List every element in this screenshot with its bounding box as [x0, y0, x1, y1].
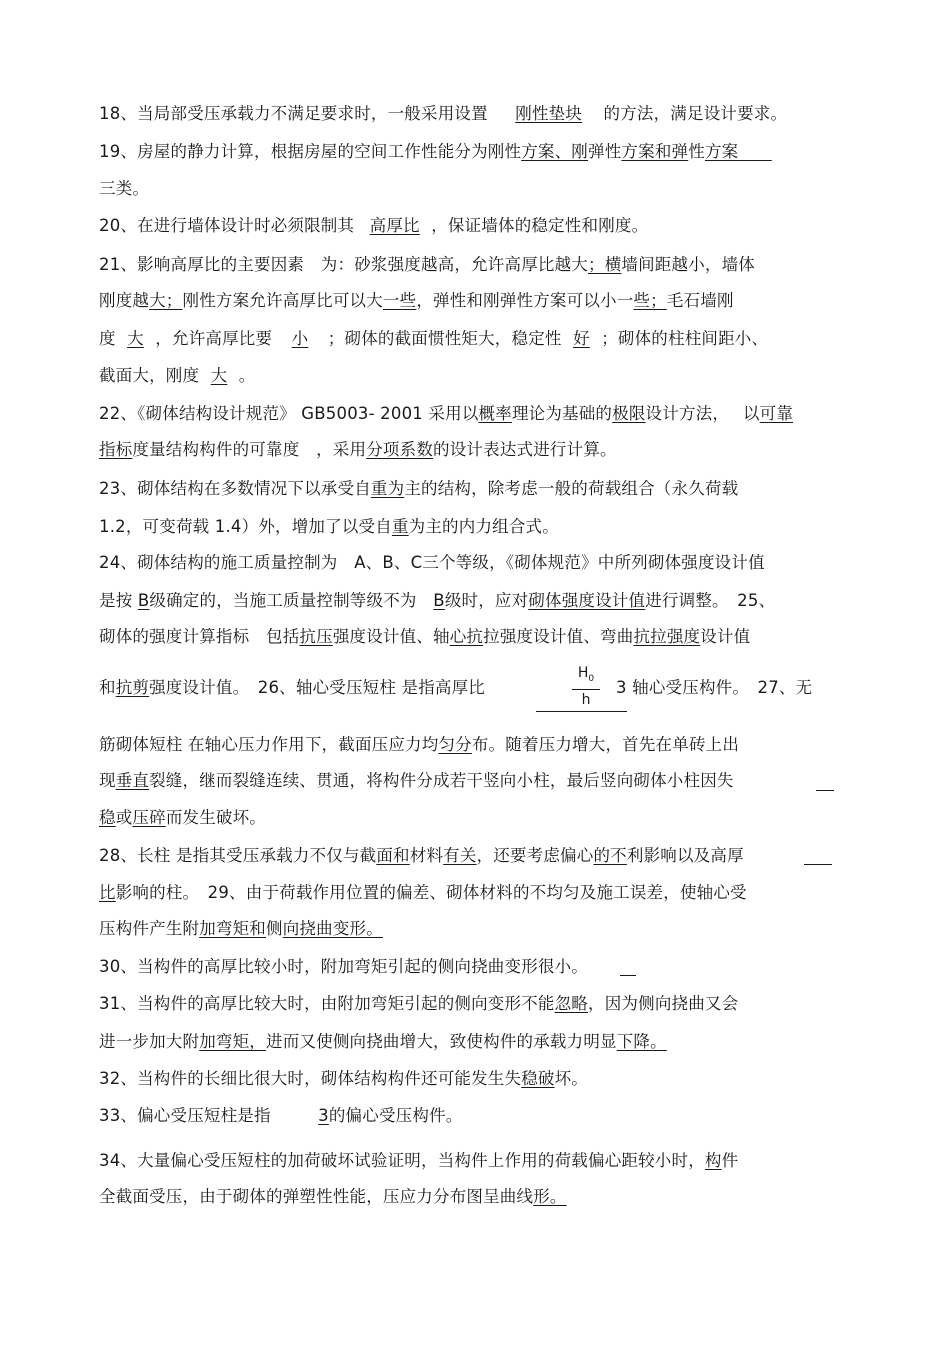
item-31-line-2 [99, 1030, 703, 1054]
item-21-line-2 [99, 289, 734, 313]
item-27-answer-4: 压碎 [132, 808, 166, 827]
item-28-text-2: 材料 [409, 846, 444, 865]
item-26-text: 和 [99, 678, 116, 697]
item-22-answer-3: 可靠 [759, 404, 794, 423]
item-28-answer-3: 的不 [593, 846, 627, 865]
item-22-line-1 [99, 402, 793, 426]
item-31-text-3: 进一步加大附 [99, 1032, 200, 1051]
item-21-answer-4: 些； [633, 291, 667, 310]
item-32-answer: 稳破 [521, 1069, 555, 1088]
item-23-line-1 [99, 477, 738, 501]
item-19-blank [738, 142, 771, 161]
item-22-text-3: 设计方法， 以 [645, 404, 760, 423]
item-20-text-end: ，保证墙体的稳定性和刚度。 [425, 216, 649, 235]
item-28-blank-line [804, 864, 832, 865]
item-22-text-2: 理论为基础的 [511, 404, 613, 423]
item-19-text: 19、房屋的静力计算，根据房屋的空间工作性能分为刚性 [99, 142, 522, 161]
item-34-answer-1: 构 [704, 1151, 722, 1170]
item-23-answer-1: 重为 [370, 479, 405, 498]
item-21-text-8: ，允许高厚比要 [149, 329, 278, 348]
item-21-line-3 [99, 327, 768, 351]
fraction-denominator: h [581, 691, 591, 708]
item-28-text-4: 利影响以及高厚 [626, 846, 744, 865]
item-29-answer-1: 加弯矩和 [199, 919, 267, 938]
item-27-text-3: 现 [99, 771, 116, 790]
item-26-blank-line [536, 711, 627, 712]
item-18-answer: 刚性垫块 [515, 104, 583, 123]
item-24-text-4: 进行调整。 25、 [645, 591, 776, 610]
item-23-text-3: 1.2，可变荷载 1.4）外，增加了以受自 [99, 517, 392, 536]
item-22-text-5: 的设计表达式进行计算。 [433, 440, 617, 459]
item-33-answer: 3 [318, 1106, 329, 1125]
item-21-answer-3: 一些 [382, 291, 417, 310]
item-21-line-1 [99, 253, 755, 277]
item-21-answer-6: 小 [291, 329, 309, 348]
item-19-answer-2: 方案和弹 [621, 142, 689, 161]
item-25-answer-3: 抗拉强度 [633, 627, 701, 646]
item-22-answer-4: 指标 [99, 440, 133, 459]
item-34-line-2 [99, 1185, 591, 1209]
item-26 [99, 676, 485, 700]
item-18 [99, 102, 787, 126]
item-23-text-4: 为主的内力组合式。 [408, 517, 559, 536]
item-24-answer-1: B [137, 591, 150, 610]
item-22-answer-2: 极限 [612, 404, 646, 423]
item-24-answer-3: 砌体强度设计值 [528, 591, 646, 610]
item-22-text: 22、《砌体结构设计规范》 GB5003- 2001 采用以 [99, 404, 479, 423]
item-32-text: 32、当构件的长细比很大时，砌体结构构件还可能发生失 [99, 1069, 522, 1088]
item-19-text-2: 弹性 [588, 142, 622, 161]
item-34-line-1 [99, 1149, 738, 1173]
item-34-text-2: 件 [721, 1151, 739, 1170]
item-25-answer-1: 抗压 [299, 627, 333, 646]
item-31-line-1 [99, 992, 738, 1016]
item-23-text-2: 主的结构，除考虑一般的荷载组合（永久荷载 [404, 479, 739, 498]
item-21-text-4: 刚性方案允许高厚比可以大 [182, 291, 383, 310]
item-27-text: 筋砌体短柱 在轴心压力作用下，截面压应力均 [99, 735, 439, 754]
item-20-answer: 高厚比 [369, 216, 420, 235]
item-18-text: 18、当局部受压承载力不满足要求时，一般采用设置 [99, 104, 494, 123]
item-21-text-9: ；砌体的截面惯性矩大，稳定性 [322, 329, 568, 348]
item-24-text: 是按 [99, 591, 138, 610]
item-19-line-2: 三类。 [99, 179, 150, 198]
item-19-text-3: 性 [688, 142, 705, 161]
item-23-text: 23、砌体结构在多数情况下以承受自 [99, 479, 371, 498]
item-25 [99, 625, 750, 649]
item-21-text-10: ；砌体的柱柱间距小、 [595, 329, 769, 348]
item-21-answer-1: ；横 [588, 255, 622, 274]
item-21-answer-2: 大； [149, 291, 183, 310]
fraction-bar [572, 689, 600, 690]
item-27-text-2: 布。随着压力增大，首先在单砖上出 [471, 735, 740, 754]
item-27-answer-1: 匀分 [438, 735, 472, 754]
item-27-answer-3: 稳 [99, 808, 116, 827]
item-28-text: 28、长柱 是指其受压承载力不仅与截 [99, 846, 377, 865]
item-21-line-4 [99, 364, 256, 388]
item-24-text-3: 级时，应对 [444, 591, 529, 610]
item-26-answer: 抗剪 [115, 678, 150, 697]
item-24-line-2 [99, 589, 775, 613]
item-22-answer-5: 分项系数 [366, 440, 434, 459]
item-21-text: 21、影响高厚比的主要因素 为：砂浆强度越高，允许高厚比越大 [99, 255, 588, 274]
item-31-answer-3: 下降。 [616, 1032, 667, 1051]
item-19 [99, 140, 772, 164]
item-27-line-3 [99, 806, 266, 830]
item-27-text-4: 裂缝，继而裂缝连续、贯通，将构件分成若干竖向小柱，最后竖向砌体小柱因失 [149, 771, 734, 790]
item-21-answer-8: 大 [210, 366, 228, 385]
item-33-text: 33、偏心受压短柱是指 [99, 1106, 277, 1125]
item-27-blank-line [816, 790, 834, 791]
item-21-text-7: 度 [99, 329, 122, 348]
item-26-text-3: 3 轴心受压构件。 27、无 [616, 678, 813, 697]
item-23-line-2 [99, 515, 559, 539]
item-19-answer-1: 方案、刚 [521, 142, 589, 161]
item-22-answer-1: 概率 [478, 404, 512, 423]
item-25-text: 砌体的强度计算指标 包括 [99, 627, 300, 646]
item-21-text-2: 墙间距越小，墙体 [621, 255, 756, 274]
item-31-answer-2: 加弯矩， [199, 1032, 267, 1051]
item-28-text-3: ，还要考虑偏心 [476, 846, 594, 865]
item-34-answer-2: 形。 [533, 1187, 567, 1206]
item-23-answer-2: 重 [391, 517, 409, 536]
item-20-text: 20、在进行墙体设计时必须限制其 [99, 216, 360, 235]
item-24-line-1: 24、砌体结构的施工质量控制为 A、B、C三个等级，《砌体规范》中所列砌体强度设计值 [99, 553, 765, 572]
item-21-text-5: ，弹性和刚弹性方案可以小一 [416, 291, 634, 310]
item-21-text-3: 刚度越 [99, 291, 150, 310]
item-28-line-2 [99, 881, 747, 905]
item-28-line-1 [99, 844, 744, 868]
item-24-answer-2: B [433, 591, 445, 610]
item-21-text-11: 截面大，刚度 [99, 366, 205, 385]
fraction-subscript: 0 [588, 673, 595, 684]
item-27-text-5: 或 [115, 808, 133, 827]
item-29-line-2 [99, 917, 397, 941]
item-34-text-3: 全截面受压，由于砌体的弹塑性性能，压应力分布图呈曲线 [99, 1187, 534, 1206]
item-28-answer-1: 面和 [376, 846, 410, 865]
item-30: 30、当构件的高厚比较小时，附加弯矩引起的侧向挠曲变形很小。 [99, 957, 588, 976]
item-31-text-2: ，因为侧向挠曲又会 [588, 994, 739, 1013]
height-thickness-fraction [572, 664, 600, 709]
fraction-h: H [577, 665, 589, 681]
fraction-numerator [572, 664, 600, 688]
item-32-text-2: 坏。 [554, 1069, 589, 1088]
item-25-answer-2: 心抗 [449, 627, 484, 646]
item-26-text-2: 强度设计值。 26、轴心受压短柱 是指高厚比 [149, 678, 485, 697]
item-21-answer-7: 好 [573, 329, 590, 348]
item-18-text-end: 的方法，满足设计要求。 [598, 104, 788, 123]
item-31-text-4: 进而又使侧向挠曲增大，致使构件的承载力明显 [266, 1032, 617, 1051]
item-31-text: 31、当构件的高厚比较大时，由附加弯矩引起的侧向变形不能 [99, 994, 555, 1013]
item-29-text: 压构件产生附 [99, 919, 200, 938]
item-22-line-2 [99, 438, 617, 462]
item-20 [99, 214, 648, 238]
item-31-answer-1: 忽略 [554, 994, 589, 1013]
item-24-text-2: 级确定的，当施工质量控制等级不为 [149, 591, 434, 610]
item-25-text-2: 强度设计值、轴 [332, 627, 450, 646]
item-27-line-2 [99, 769, 734, 793]
item-21-text-12: 。 [233, 366, 256, 385]
item-28-answer-2: 有关 [443, 846, 477, 865]
item-30-blank-line [620, 975, 636, 976]
item-27-text-6: 而发生破坏。 [165, 808, 267, 827]
item-28-answer-4: 比 [99, 883, 116, 902]
item-22-text-4: 度量结构构件的可靠度 ，采用 [132, 440, 367, 459]
item-21-text-6: 毛石墙刚 [666, 291, 734, 310]
item-29-text-2: 侧 [266, 919, 283, 938]
item-33 [99, 1104, 462, 1128]
item-28-text-5: 影响的柱。 29、由于荷载作用位置的偏差、砌体材料的不均匀及施工误差，使轴心受 [115, 883, 747, 902]
item-29-answer-2: 向挠曲变形。 [282, 919, 383, 938]
item-32 [99, 1067, 588, 1091]
item-34-text: 34、大量偏心受压短柱的加荷破坏试验证明，当构件上作用的荷载偏心距较小时， [99, 1151, 705, 1170]
item-25-text-3: 拉强度设计值、弯曲 [483, 627, 634, 646]
item-33-text-2: 的偏心受压构件。 [328, 1106, 463, 1125]
item-27-line-1 [99, 733, 739, 757]
item-21-answer-5: 大 [127, 329, 144, 348]
item-27-answer-2: 垂直 [115, 771, 150, 790]
item-19-answer-3: 方案 [704, 142, 739, 161]
item-25-text-4: 设计值 [700, 627, 751, 646]
